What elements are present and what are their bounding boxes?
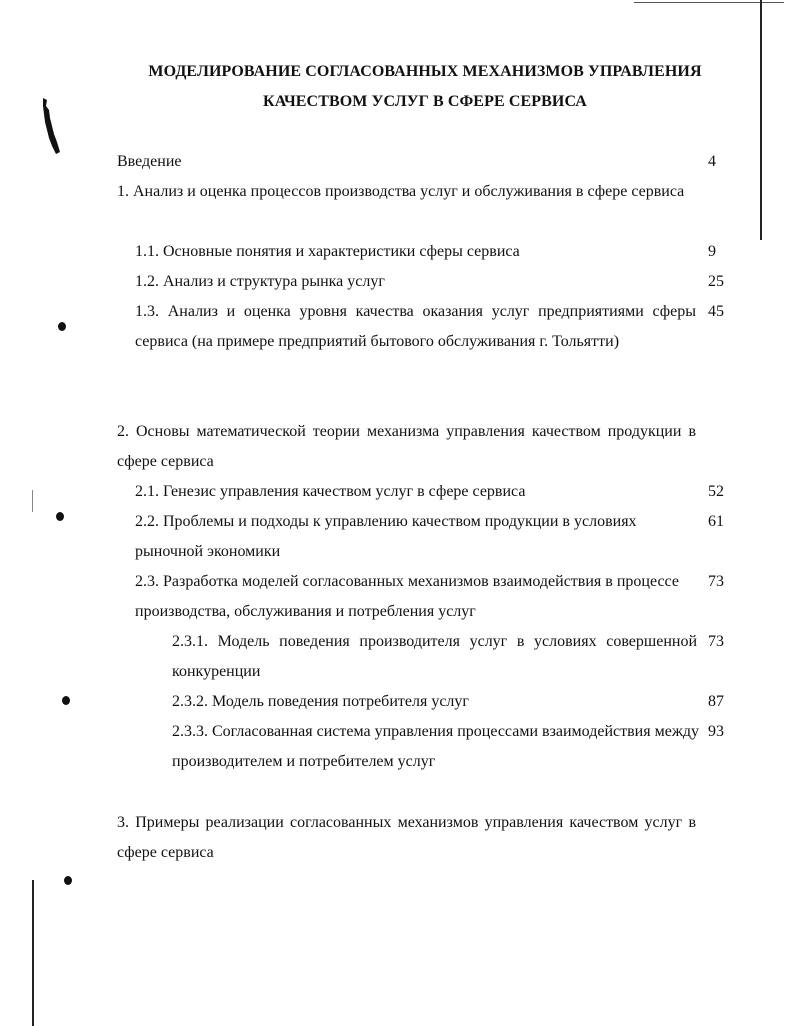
toc-entry-text: Введение <box>117 153 182 170</box>
title-line-2: КАЧЕСТВОМ УСЛУГ В СФЕРЕ СЕРВИСА <box>263 93 587 110</box>
binding-mark <box>40 96 62 156</box>
scan-edge-mid <box>32 490 33 512</box>
toc-entry-text: 1.3. Анализ и оценка уровня качества оказания услуг предприятиями сферы сервиса (на примере предприятий бытового обслуживания г. Тольятти) <box>135 303 696 350</box>
toc-entry-text: 1.2. Анализ и структура рынка услуг <box>135 273 385 290</box>
toc-entry-page: 93 <box>708 723 724 740</box>
scan-edge-left <box>32 880 34 1026</box>
toc-entry <box>172 717 702 777</box>
toc-entry-page: 73 <box>708 573 724 590</box>
scan-edge-right <box>760 0 762 240</box>
punch-hole <box>62 696 70 705</box>
toc-entry-text: 2.3.3. Согласованная система управления процессами взаимодействия между производителем и потребителем услуг <box>172 723 700 770</box>
toc-entry <box>117 417 696 477</box>
punch-hole <box>58 322 66 331</box>
toc-entry-text: 2.3.2. Модель поведения потребителя услуг <box>172 693 469 710</box>
toc-entry <box>135 507 697 567</box>
toc-entry-page: 4 <box>708 153 716 170</box>
toc-entry-page: 73 <box>708 633 724 650</box>
toc-entry-page: 25 <box>708 273 724 290</box>
toc-entry-text: 2. Основы математической теории механизма управления качеством продукции в сфере сервиса <box>117 423 696 470</box>
toc-entry <box>135 297 696 357</box>
toc-entry <box>172 687 692 717</box>
toc-entry-text: 2.3. Разработка моделей согласованных механизмов взаимодействия в процессе производства, обслуживания и потребления услуг <box>135 573 679 620</box>
toc-entry-text: 2.1. Генезис управления качеством услуг в сфере сервиса <box>135 483 526 500</box>
toc-entry-page: 9 <box>708 243 716 260</box>
toc-entry-text: 2.3.1. Модель поведения производителя услуг в условиях совершенной конкуренции <box>172 633 697 680</box>
toc-entry-page: 52 <box>708 483 724 500</box>
toc-entry <box>117 808 696 868</box>
toc-entry-page: 61 <box>708 513 724 530</box>
toc-entry-text: 3. Примеры реализации согласованных механизмов управления качеством услуг в сфере сервиса <box>117 814 696 861</box>
toc-entry <box>135 477 695 507</box>
toc-entry-page: 87 <box>708 693 724 710</box>
punch-hole <box>64 876 72 885</box>
toc-entry <box>117 147 677 177</box>
toc-entry-text: 2.2. Проблемы и подходы к управлению качеством продукции в условиях рыночной экономики <box>135 513 637 560</box>
punch-hole <box>56 512 64 521</box>
toc-entry <box>172 627 697 687</box>
toc-entry-text: 1. Анализ и оценка процессов производства услуг и обслуживания в сфере сервиса <box>117 183 685 200</box>
title-line-1: МОДЕЛИРОВАНИЕ СОГЛАСОВАННЫХ МЕХАНИЗМОВ УПРАВЛЕНИЯ <box>148 63 702 80</box>
toc-entry <box>117 177 696 207</box>
toc-entry <box>135 567 680 627</box>
toc-entry-page: 45 <box>708 303 724 320</box>
toc-entry <box>135 267 695 297</box>
toc-entry-text: 1.1. Основные понятия и характеристики сферы сервиса <box>135 243 520 260</box>
toc-entry <box>135 237 695 267</box>
